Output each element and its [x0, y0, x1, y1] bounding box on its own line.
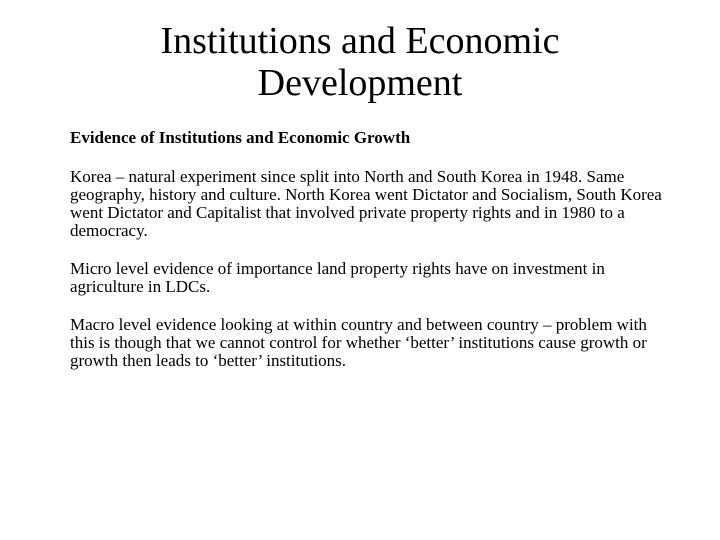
paragraph-macro-evidence: Macro level evidence looking at within country and between country – problem with this is though that we cannot control for whether ‘better’ institutions cause growth or growth then leads to ‘better’ institutions. [70, 315, 647, 370]
slide-title-line-2: Development [257, 62, 463, 104]
section-heading: Evidence of Institutions and Economic Growth [70, 128, 411, 147]
slide-title [60, 20, 660, 104]
slide-body [70, 128, 670, 390]
slide-title-line-1: Institutions and Economic [160, 20, 560, 62]
paragraph-micro-evidence: Micro level evidence of importance land property rights have on investment in agriculture in LDCs. [70, 259, 605, 296]
paragraph-korea: Korea – natural experiment since split into North and South Korea in 1948. Same geography, history and culture. North Korea went Dictator and Socialism, South Korea went Dictator and Capitalist that involved private property rights and in 1980 to a democracy. [70, 167, 662, 240]
